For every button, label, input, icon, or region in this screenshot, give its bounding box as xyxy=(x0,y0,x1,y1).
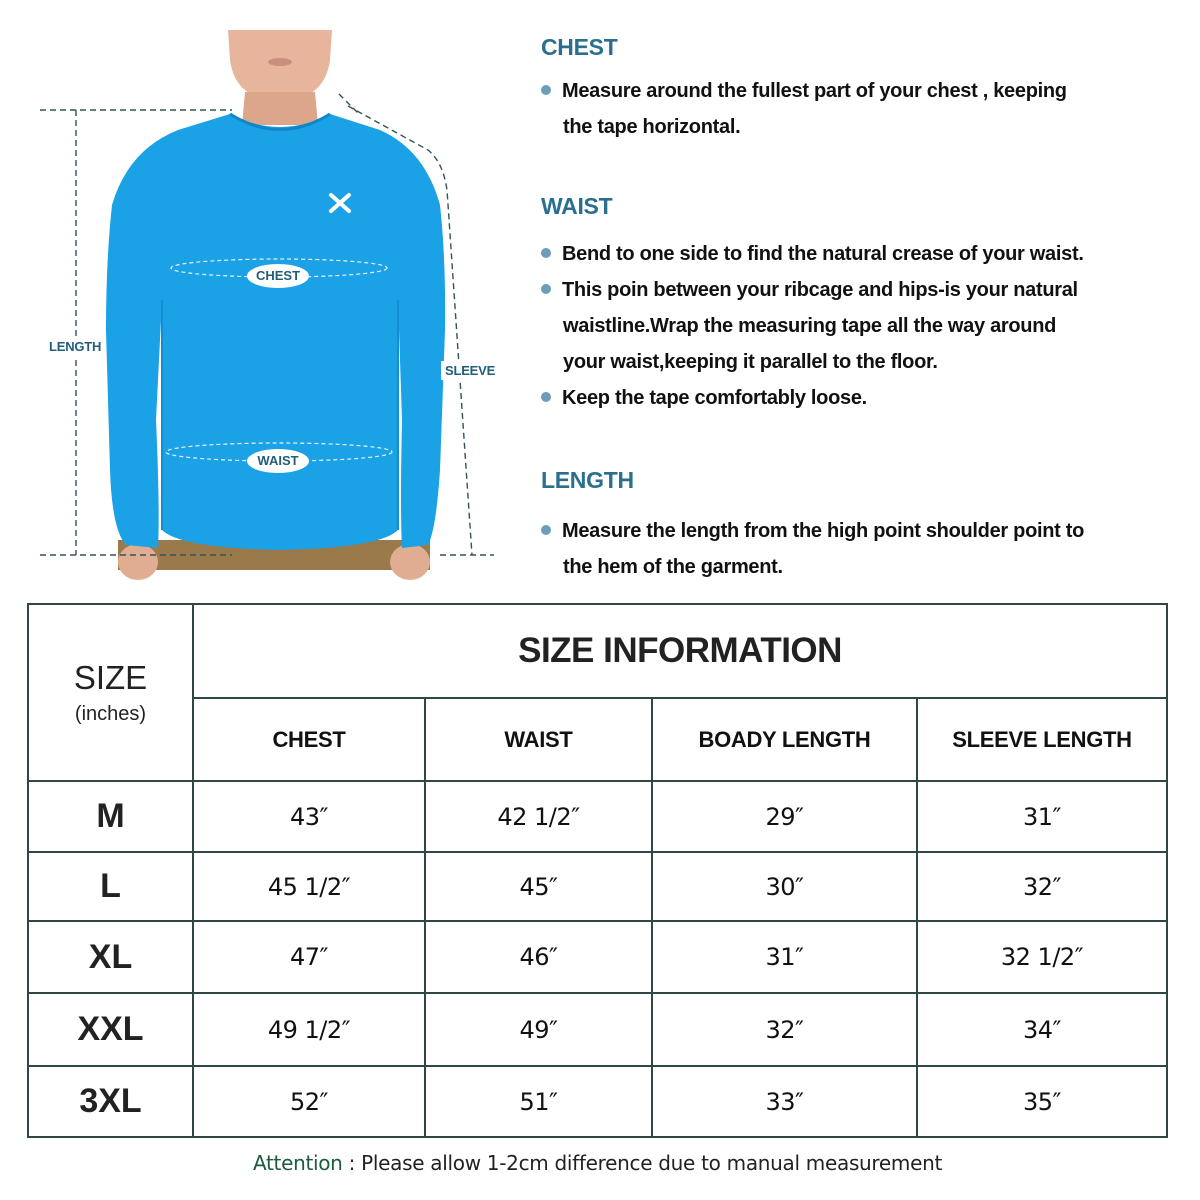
table-title: SIZE INFORMATION xyxy=(193,604,1167,698)
attention-separator: : xyxy=(342,1151,362,1175)
instruction-line: your waist,keeping it parallel to the floor. xyxy=(563,351,938,373)
model-left-hand xyxy=(118,544,158,580)
waist-value: 46″ xyxy=(425,921,652,993)
table-row xyxy=(28,1066,1167,1137)
model-right-hand xyxy=(390,544,430,580)
instruction-line: waistline.Wrap the measuring tape all the way around xyxy=(563,315,1057,337)
instruction-line: Keep the tape comfortably loose. xyxy=(541,387,867,410)
sleeve-length-value: 32 1/2″ xyxy=(917,921,1167,993)
size-header-label: SIZE xyxy=(73,659,148,697)
waist-label: WAIST xyxy=(247,449,309,473)
waist-value: 42 1/2″ xyxy=(425,781,652,852)
chest-value: 52″ xyxy=(193,1066,425,1137)
body-length-value: 33″ xyxy=(652,1066,917,1137)
bullet-icon xyxy=(541,85,551,95)
size-cell: M xyxy=(28,781,193,852)
size-cell: XL xyxy=(28,921,193,993)
instruction-line: the tape horizontal. xyxy=(563,116,741,138)
column-header-sleeve-length: SLEEVE LENGTH xyxy=(917,698,1167,781)
size-cell: XXL xyxy=(28,993,193,1066)
column-header-body-length: BOADY LENGTH xyxy=(652,698,917,781)
table-row xyxy=(28,993,1167,1066)
shirt-measurement-illustration xyxy=(0,0,520,590)
body-length-value: 32″ xyxy=(652,993,917,1066)
table-row xyxy=(28,781,1167,852)
size-cell: L xyxy=(28,852,193,921)
chest-value: 49 1/2″ xyxy=(193,993,425,1066)
shirt-body xyxy=(106,114,445,550)
sleeve-length-value: 31″ xyxy=(917,781,1167,852)
waist-value: 49″ xyxy=(425,993,652,1066)
section-title-length: LENGTH xyxy=(541,467,634,493)
instruction-line: the hem of the garment. xyxy=(563,556,783,578)
body-length-value: 31″ xyxy=(652,921,917,993)
section-title-chest: CHEST xyxy=(541,34,618,60)
sleeve-length-value: 35″ xyxy=(917,1066,1167,1137)
length-label: LENGTH xyxy=(45,337,105,356)
waist-value: 51″ xyxy=(425,1066,652,1137)
bullet-icon xyxy=(541,284,551,294)
chest-label: CHEST xyxy=(247,264,309,288)
table-row xyxy=(28,852,1167,921)
instruction-line: Measure the length from the high point shoulder point to xyxy=(541,520,1084,543)
table-row xyxy=(28,921,1167,993)
size-column-header xyxy=(28,604,193,781)
sleeve-length-value: 34″ xyxy=(917,993,1167,1066)
body-length-value: 30″ xyxy=(652,852,917,921)
attention-note xyxy=(0,1151,1195,1175)
column-header-waist: WAIST xyxy=(425,698,652,781)
attention-text: Please allow 1-2cm difference due to manual measurement xyxy=(361,1151,943,1175)
bullet-icon xyxy=(541,248,551,258)
size-units-label: (inches) xyxy=(74,702,147,725)
bullet-icon xyxy=(541,392,551,402)
shirt-diagram xyxy=(0,0,520,590)
instruction-line: This poin between your ribcage and hips-is your natural xyxy=(541,279,1078,302)
chest-value: 45 1/2″ xyxy=(193,852,425,921)
body-length-value: 29″ xyxy=(652,781,917,852)
size-chart-table xyxy=(27,603,1168,1138)
instruction-line: Measure around the fullest part of your chest , keeping xyxy=(541,80,1067,103)
sleeve-label: SLEEVE xyxy=(441,361,499,380)
sleeve-length-value: 32″ xyxy=(917,852,1167,921)
instruction-line: Bend to one side to find the natural crease of your waist. xyxy=(541,243,1084,266)
chest-value: 43″ xyxy=(193,781,425,852)
waist-value: 45″ xyxy=(425,852,652,921)
attention-label: Attention xyxy=(252,1151,343,1175)
model-head xyxy=(228,30,332,125)
bullet-icon xyxy=(541,525,551,535)
column-header-chest: CHEST xyxy=(193,698,425,781)
chest-value: 47″ xyxy=(193,921,425,993)
size-cell: 3XL xyxy=(28,1066,193,1137)
section-title-waist: WAIST xyxy=(541,193,613,219)
